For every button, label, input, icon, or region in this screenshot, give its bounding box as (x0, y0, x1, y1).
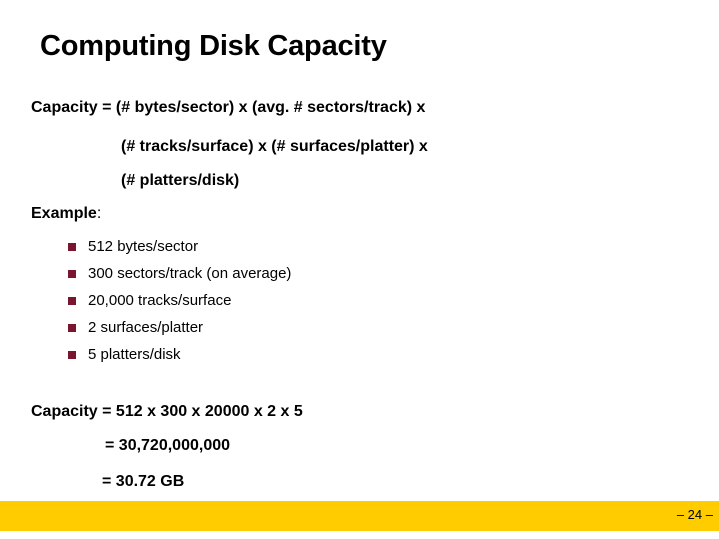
square-bullet-icon (68, 351, 76, 359)
list-item-text: 300 sectors/track (on average) (88, 264, 292, 282)
list-item-text: 512 bytes/sector (88, 237, 199, 255)
example-label: Example (31, 205, 97, 222)
list-item-text: 5 platters/disk (88, 345, 181, 363)
list-item (68, 341, 291, 368)
square-bullet-icon (68, 243, 76, 251)
formula-line-1: Capacity = (# bytes/sector) x (avg. # sectors/track) x (31, 99, 426, 116)
result-line-3: = 30.72 GB (102, 473, 185, 490)
list-item-text: 2 surfaces/platter (88, 318, 204, 336)
example-heading (31, 205, 101, 223)
formula-line-2: (# tracks/surface) x (# surfaces/platter) x (121, 138, 428, 155)
page-number: – 24 – (676, 507, 713, 522)
square-bullet-icon (68, 270, 76, 278)
result-line-1: Capacity = 512 x 300 x 20000 x 2 x 5 (31, 403, 303, 420)
example-list (68, 233, 291, 368)
list-item (68, 314, 291, 341)
example-colon: : (96, 205, 102, 222)
formula-line-3: (# platters/disk) (121, 172, 240, 189)
footer-bar (0, 501, 719, 531)
list-item (68, 287, 291, 314)
list-item-text: 20,000 tracks/surface (88, 291, 232, 309)
square-bullet-icon (68, 324, 76, 332)
list-item (68, 233, 291, 260)
list-item (68, 260, 291, 287)
square-bullet-icon (68, 297, 76, 305)
slide-title: Computing Disk Capacity (40, 30, 387, 62)
result-line-2: = 30,720,000,000 (105, 437, 231, 454)
